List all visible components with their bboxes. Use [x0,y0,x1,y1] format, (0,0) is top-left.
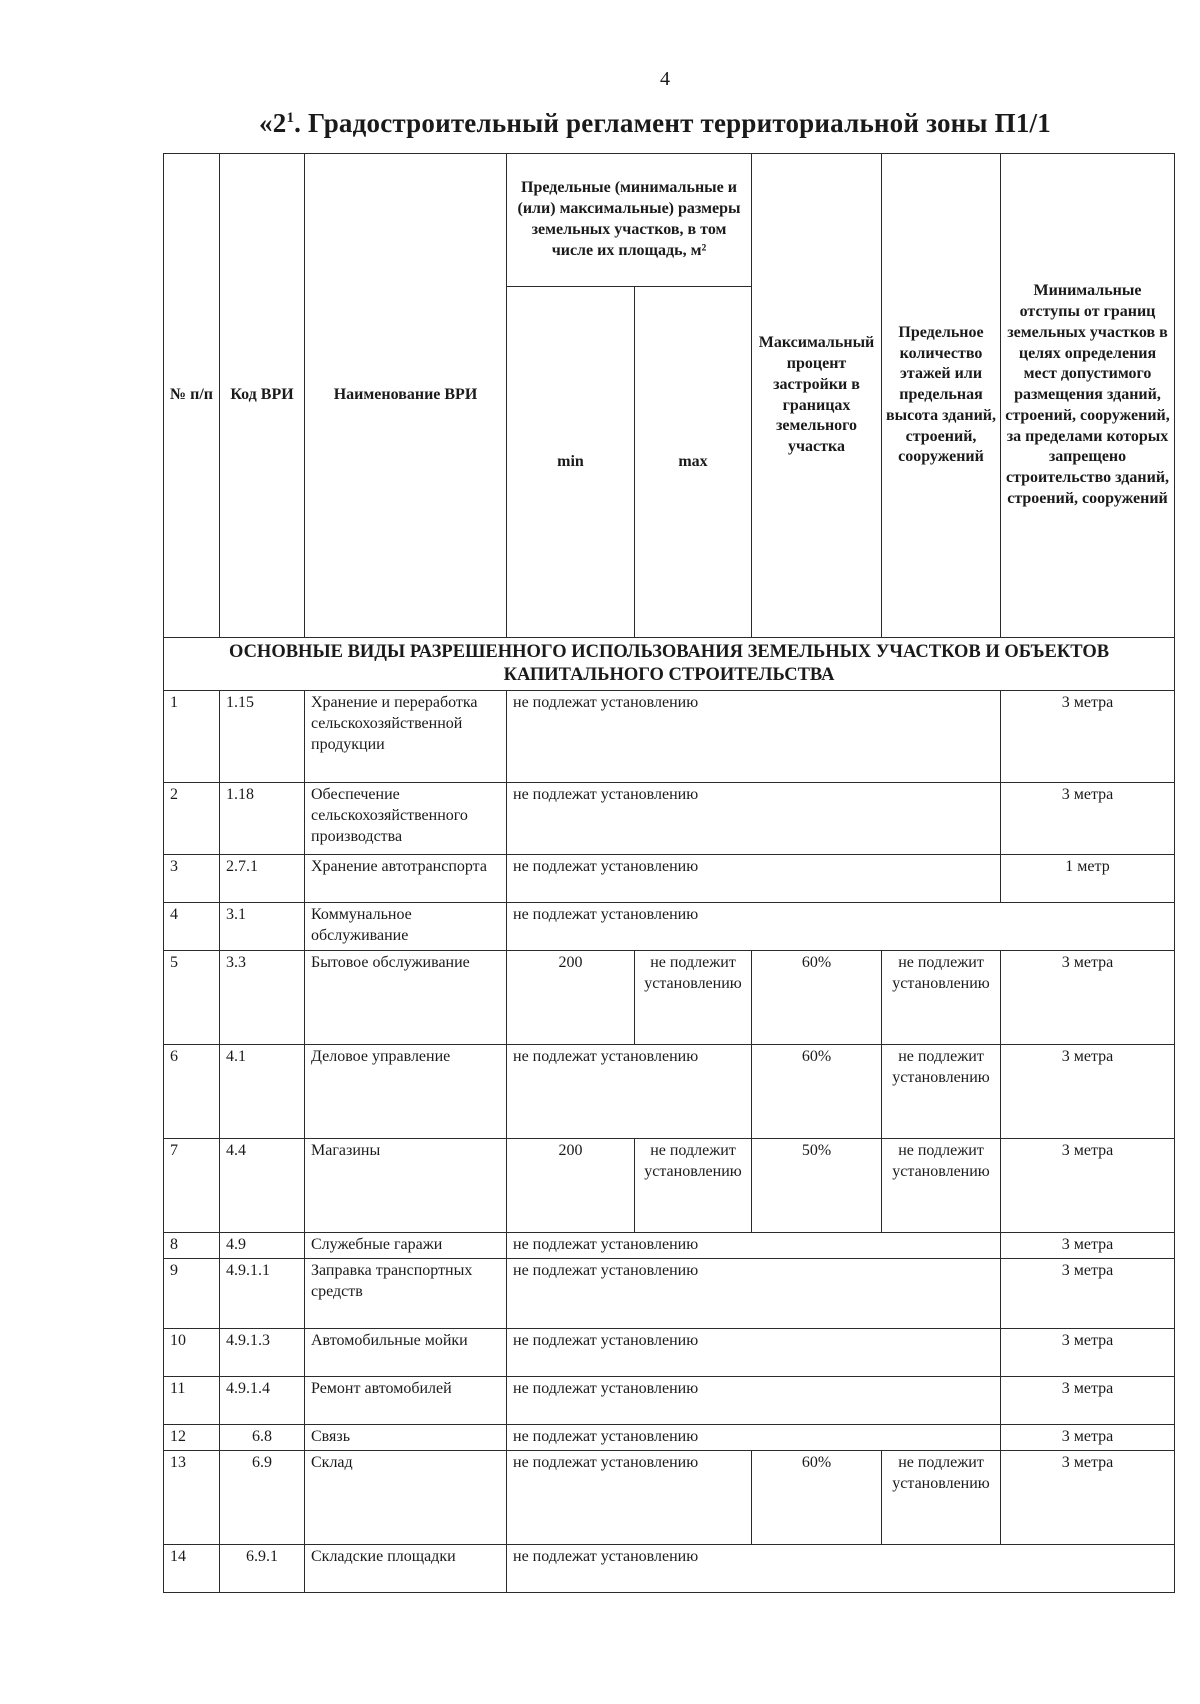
row-percent: 60% [752,1045,882,1139]
row-code: 6.9.1 [220,1544,305,1592]
row-num: 3 [164,855,220,903]
row-offset: 3 метра [1001,1259,1175,1329]
row-code: 4.4 [220,1139,305,1233]
page-title [0,108,1200,139]
row-floors: не подлежит установлению [882,951,1001,1045]
header-max: max [635,287,752,638]
row-code: 1.18 [220,783,305,855]
header-max-percent: Максимальный процент застройки в границах земельного участка [752,154,882,638]
row-code: 4.9.1.4 [220,1377,305,1425]
row-percent: 60% [752,951,882,1045]
row-offset: 3 метра [1001,1045,1175,1139]
header-floors: Предельное количество этажей или предельная высота зданий, строений, сооружений [882,154,1001,638]
row-name: Склад [305,1450,507,1544]
row-floors: не подлежит установлению [882,1450,1001,1544]
header-num: № п/п [164,154,220,638]
header-min: min [507,287,635,638]
row-name: Деловое управление [305,1045,507,1139]
table-row [164,1045,1175,1139]
row-num: 13 [164,1450,220,1544]
table-row [164,1329,1175,1377]
row-num: 2 [164,783,220,855]
row-num: 14 [164,1544,220,1592]
table-row [164,1139,1175,1233]
row-offset: 3 метра [1001,1377,1175,1425]
row-offset: 3 метра [1001,1425,1175,1451]
row-code: 4.9.1.3 [220,1329,305,1377]
row-merged-value: не подлежат установлению [507,903,1175,951]
table-row [164,951,1175,1045]
table-row [164,1425,1175,1451]
row-offset: 3 метра [1001,1233,1175,1259]
row-code: 4.1 [220,1045,305,1139]
row-minmax: не подлежат установлению [507,1045,752,1139]
row-num: 1 [164,691,220,783]
row-name: Хранение и переработка сельскохозяйственной продукции [305,691,507,783]
table-row [164,1233,1175,1259]
row-max: не подлежит установлению [635,951,752,1045]
row-offset: 3 метра [1001,1329,1175,1377]
table-row [164,783,1175,855]
row-offset: 3 метра [1001,951,1175,1045]
row-num: 11 [164,1377,220,1425]
section-title: ОСНОВНЫЕ ВИДЫ РАЗРЕШЕННОГО ИСПОЛЬЗОВАНИЯ ЗЕМЕЛЬНЫХ УЧАСТКОВ И ОБЪЕКТОВ КАПИТАЛЬНОГО СТРОИТЕЛЬСТВА [164,638,1175,691]
row-code: 4.9.1.1 [220,1259,305,1329]
row-name: Бытовое обслуживание [305,951,507,1045]
title-superscript: 1 [286,110,295,126]
row-code: 4.9 [220,1233,305,1259]
regulation-table [163,153,1175,1593]
table-row [164,1450,1175,1544]
row-merged-value: не подлежат установлению [507,855,1001,903]
row-offset: 1 метр [1001,855,1175,903]
row-code: 6.8 [220,1425,305,1451]
row-name: Служебные гаражи [305,1233,507,1259]
row-min: 200 [507,1139,635,1233]
row-name: Автомобильные мойки [305,1329,507,1377]
row-name: Коммунальное обслуживание [305,903,507,951]
row-offset: 3 метра [1001,1450,1175,1544]
row-code: 3.1 [220,903,305,951]
row-name: Магазины [305,1139,507,1233]
row-merged-value: не подлежат установлению [507,1425,1001,1451]
table-row [164,1377,1175,1425]
row-num: 10 [164,1329,220,1377]
table-row [164,1259,1175,1329]
row-merged-value: не подлежат установлению [507,1329,1001,1377]
table-row [164,1544,1175,1592]
row-floors: не подлежит установлению [882,1045,1001,1139]
row-code: 6.9 [220,1450,305,1544]
row-percent: 50% [752,1139,882,1233]
row-name: Обеспечение сельскохозяйственного производства [305,783,507,855]
row-code: 1.15 [220,691,305,783]
row-merged-value: не подлежат установлению [507,783,1001,855]
row-name: Хранение автотранспорта [305,855,507,903]
row-floors: не подлежит установлению [882,1139,1001,1233]
row-num: 9 [164,1259,220,1329]
row-merged-value: не подлежат установлению [507,1259,1001,1329]
row-name: Складские площадки [305,1544,507,1592]
title-text: . Градостроительный регламент территориальной зоны П1/1 [294,108,1051,138]
header-code: Код ВРИ [220,154,305,638]
header-row [164,154,1175,287]
row-percent: 60% [752,1450,882,1544]
row-merged-value: не подлежат установлению [507,1233,1001,1259]
table-row [164,903,1175,951]
header-offsets: Минимальные отступы от границ земельных участков в целях определения мест допустимого размещения зданий, строений, сооружений, за пределами которых запрещено строительство зданий, строений, сооружений [1001,154,1175,638]
row-num: 5 [164,951,220,1045]
row-max: не подлежит установлению [635,1139,752,1233]
row-merged-value: не подлежат установлению [507,691,1001,783]
row-code: 3.3 [220,951,305,1045]
table-row [164,691,1175,783]
row-num: 8 [164,1233,220,1259]
header-name: Наименование ВРИ [305,154,507,638]
row-code: 2.7.1 [220,855,305,903]
header-limits: Предельные (минимальные и (или) максимальные) размеры земельных участков, в том числе их площадь, м² [507,154,752,287]
row-merged-value: не подлежат установлению [507,1544,1175,1592]
row-num: 12 [164,1425,220,1451]
row-min: 200 [507,951,635,1045]
row-name: Ремонт автомобилей [305,1377,507,1425]
title-prefix: «2 [259,108,287,138]
row-merged-value: не подлежат установлению [507,1377,1001,1425]
row-minmax: не подлежат установлению [507,1450,752,1544]
table-row [164,855,1175,903]
row-name: Связь [305,1425,507,1451]
section-row [164,638,1175,691]
row-num: 6 [164,1045,220,1139]
row-num: 4 [164,903,220,951]
row-offset: 3 метра [1001,1139,1175,1233]
row-offset: 3 метра [1001,691,1175,783]
page-number: 4 [660,68,670,90]
row-offset: 3 метра [1001,783,1175,855]
row-num: 7 [164,1139,220,1233]
row-name: Заправка транспортных средств [305,1259,507,1329]
